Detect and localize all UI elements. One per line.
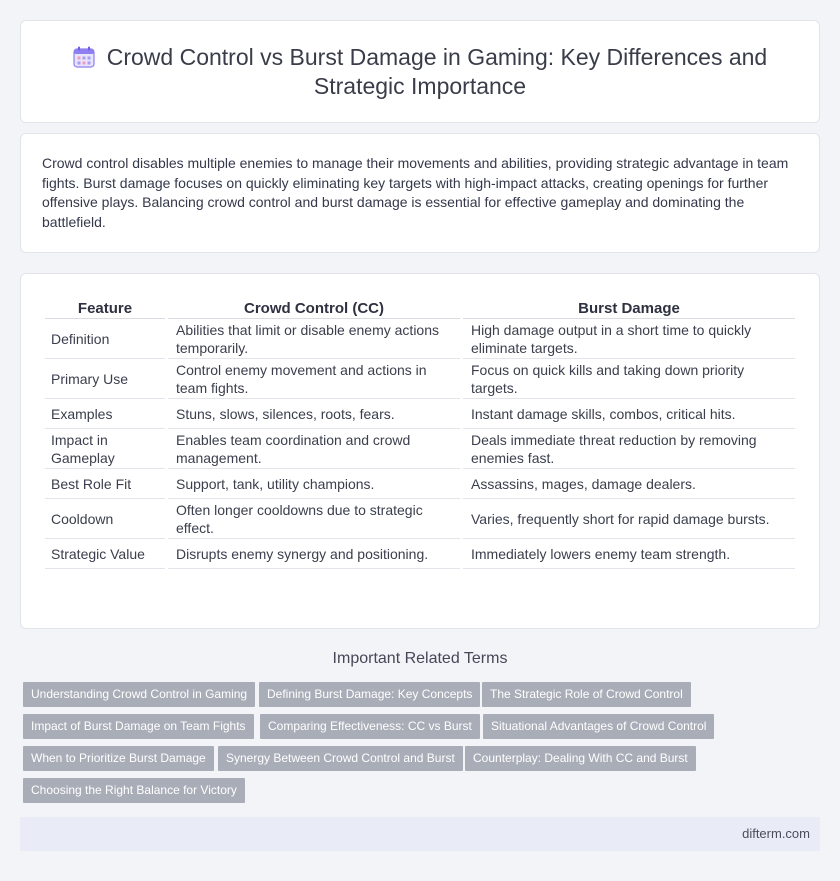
table-cell: Instant damage skills, combos, critical hits. <box>463 399 795 429</box>
table-cell: Control enemy movement and actions in team fights. <box>168 359 460 399</box>
table-row <box>45 539 795 569</box>
intro-paragraph: Crowd control disables multiple enemies to manage their movements and abilities, providing strategic advantage in team fights. Burst damage focuses on quickly eliminating key targets with high-impact attacks, creating openings for further offensive plays. Balancing crowd control and burst damage is essential for effective gameplay and dominating the battlefield. <box>42 155 789 230</box>
table-cell: Assassins, mages, damage dealers. <box>463 469 795 499</box>
related-term-tag[interactable]: Impact of Burst Damage on Team Fights <box>23 714 254 739</box>
table-row <box>45 359 795 399</box>
table-cell: Varies, frequently short for rapid damage bursts. <box>463 499 795 539</box>
footer-site-name[interactable]: difterm.com <box>742 826 810 841</box>
table-cell: Immediately lowers enemy team strength. <box>463 539 795 569</box>
table-row <box>45 319 795 359</box>
related-term-tag[interactable]: Comparing Effectiveness: CC vs Burst <box>260 714 480 739</box>
table-cell: Deals immediate threat reduction by removing enemies fast. <box>463 429 795 469</box>
related-terms-heading: Important Related Terms <box>332 650 508 667</box>
table-cell: High damage output in a short time to quickly eliminate targets. <box>463 319 795 359</box>
footer <box>20 817 820 851</box>
title-card <box>20 20 820 123</box>
calendar-grid-icon <box>73 46 95 68</box>
comparison-table <box>42 295 798 569</box>
table-cell: Abilities that limit or disable enemy actions temporarily. <box>168 319 460 359</box>
table-cell: Stuns, slows, silences, roots, fears. <box>168 399 460 429</box>
related-term-tag[interactable]: The Strategic Role of Crowd Control <box>482 682 691 707</box>
page-title <box>21 43 819 101</box>
comparison-table-card <box>20 273 820 629</box>
table-cell: Support, tank, utility champions. <box>168 469 460 499</box>
header-crowd-control: Crowd Control (CC) <box>168 295 460 319</box>
related-term-tag[interactable]: When to Prioritize Burst Damage <box>23 746 214 771</box>
table-row <box>45 429 795 469</box>
table-cell: Often longer cooldowns due to strategic effect. <box>168 499 460 539</box>
related-term-tag[interactable]: Synergy Between Crowd Control and Burst <box>218 746 463 771</box>
table-row <box>45 469 795 499</box>
table-cell: Impact in Gameplay <box>45 429 165 469</box>
page-title-text: Crowd Control vs Burst Damage in Gaming: Key Differences and Strategic Importance <box>106 44 768 99</box>
table-row <box>45 499 795 539</box>
related-term-tag[interactable]: Defining Burst Damage: Key Concepts <box>259 682 480 707</box>
table-cell: Enables team coordination and crowd management. <box>168 429 460 469</box>
related-term-tag[interactable]: Understanding Crowd Control in Gaming <box>23 682 255 707</box>
related-term-tag[interactable]: Situational Advantages of Crowd Control <box>483 714 714 739</box>
table-cell: Strategic Value <box>45 539 165 569</box>
table-cell: Focus on quick kills and taking down priority targets. <box>463 359 795 399</box>
table-cell: Disrupts enemy synergy and positioning. <box>168 539 460 569</box>
table-cell: Definition <box>45 319 165 359</box>
related-term-tag[interactable]: Choosing the Right Balance for Victory <box>23 778 245 803</box>
table-row <box>45 399 795 429</box>
table-cell: Examples <box>45 399 165 429</box>
header-feature: Feature <box>45 295 165 319</box>
related-term-tag[interactable]: Counterplay: Dealing With CC and Burst <box>465 746 696 771</box>
table-cell: Cooldown <box>45 499 165 539</box>
table-header-row <box>45 295 795 319</box>
header-burst-damage: Burst Damage <box>463 295 795 319</box>
intro-card <box>20 133 820 253</box>
table-cell: Best Role Fit <box>45 469 165 499</box>
table-cell: Primary Use <box>45 359 165 399</box>
